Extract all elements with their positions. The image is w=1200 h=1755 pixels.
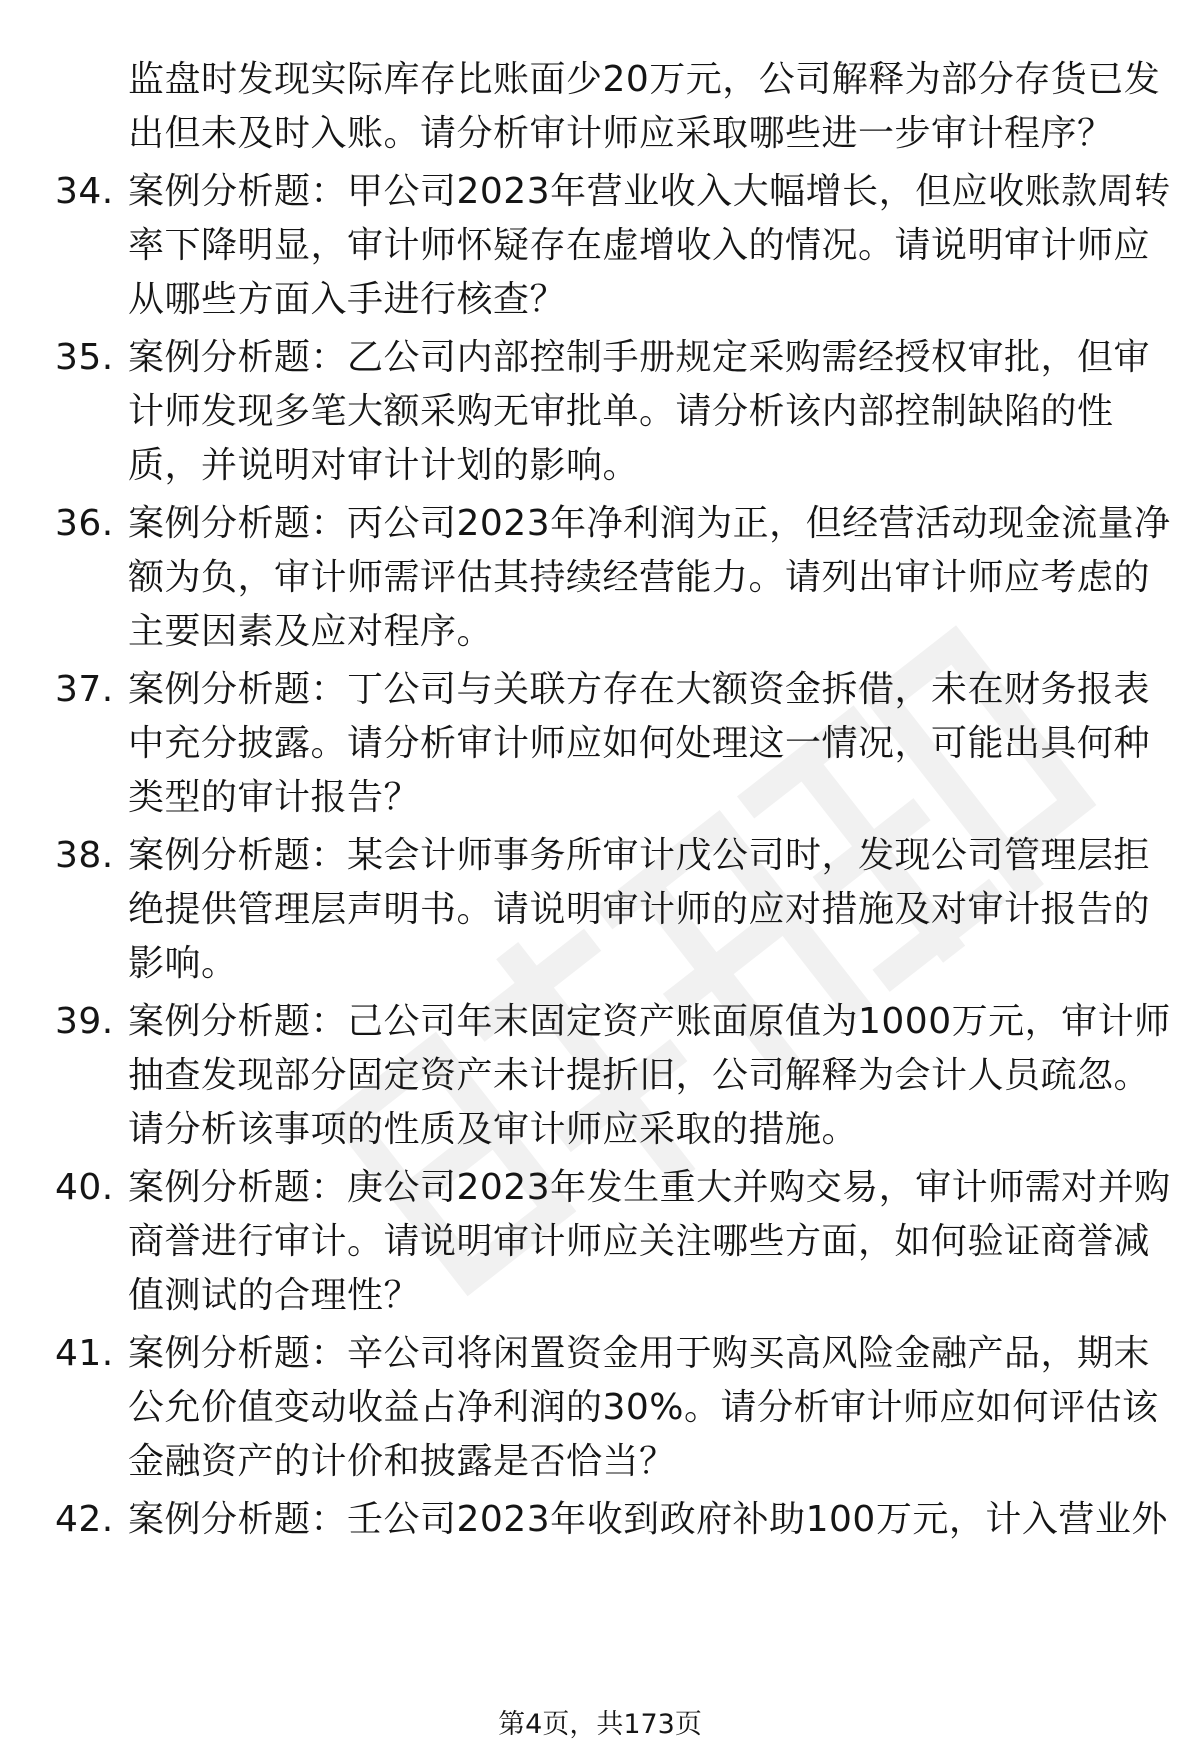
question-text <box>128 829 1151 991</box>
question-number: 42. <box>55 1499 114 1540</box>
question-text <box>128 165 1171 327</box>
text-line: 主要因素及应对程序。 <box>128 611 494 652</box>
text-line: 从哪些方面入手进行核查？ <box>128 279 567 320</box>
question-text <box>128 497 1171 659</box>
text-line: 计师发现多笔大额采购无审批单。请分析该内部控制缺陷的性 <box>128 391 1114 432</box>
question-text <box>128 331 1151 493</box>
question-number: 34. <box>55 171 114 212</box>
question-number: 37. <box>55 669 114 710</box>
text-line: 请分析该事项的性质及审计师应采取的措施。 <box>128 1109 859 1150</box>
text-line: 监盘时发现实际库存比账面少20万元，公司解释为部分存货已发 <box>128 59 1161 100</box>
text-line: 值测试的合理性？ <box>128 1275 421 1316</box>
question-text <box>128 663 1151 825</box>
question-number: 40. <box>55 1167 114 1208</box>
text-line: 中充分披露。请分析审计师应如何处理这一情况，可能出具何种 <box>128 723 1151 764</box>
text-line: 案例分析题：己公司年末固定资产账面原值为1000万元，审计师 <box>128 1001 1171 1042</box>
text-line: 率下降明显，审计师怀疑存在虚增收入的情况。请说明审计师应 <box>128 225 1151 266</box>
text-line: 商誉进行审计。请说明审计师应关注哪些方面，如何验证商誉减 <box>128 1221 1151 1262</box>
intro-text <box>128 53 1161 161</box>
question-number: 38. <box>55 835 114 876</box>
question-text <box>128 995 1171 1157</box>
text-line: 类型的审计报告？ <box>128 777 421 818</box>
question-number: 35. <box>55 337 114 378</box>
text-line: 案例分析题：丙公司2023年净利润为正，但经营活动现金流量净 <box>128 503 1171 544</box>
question-text <box>128 1327 1159 1489</box>
text-line: 案例分析题：丁公司与关联方存在大额资金拆借，未在财务报表 <box>128 669 1151 710</box>
text-line: 抽查发现部分固定资产未计提折旧，公司解释为会计人员疏忽。 <box>128 1055 1151 1096</box>
text-line: 金融资产的计价和披露是否恰当？ <box>128 1441 676 1482</box>
text-line: 案例分析题：乙公司内部控制手册规定采购需经授权审批，但审 <box>128 337 1151 378</box>
text-line: 案例分析题：某会计师事务所审计戊公司时，发现公司管理层拒 <box>128 835 1151 876</box>
text-line: 案例分析题：壬公司2023年收到政府补助100万元，计入营业外 <box>128 1499 1168 1540</box>
question-text <box>128 1161 1171 1323</box>
page-footer: 第4页，共173页 <box>498 1709 702 1740</box>
text-line: 公允价值变动收益占净利润的30%。请分析审计师应如何评估该 <box>128 1387 1159 1428</box>
text-line: 绝提供管理层声明书。请说明审计师的应对措施及对审计报告的 <box>128 889 1151 930</box>
text-line: 出但未及时入账。请分析审计师应采取哪些进一步审计程序？ <box>128 113 1114 154</box>
question-text <box>128 1493 1168 1547</box>
question-number: 39. <box>55 1001 114 1042</box>
text-line: 案例分析题：庚公司2023年发生重大并购交易，审计师需对并购 <box>128 1167 1171 1208</box>
question-number: 36. <box>55 503 114 544</box>
text-line: 质，并说明对审计计划的影响。 <box>128 445 640 486</box>
text-line: 案例分析题：甲公司2023年营业收入大幅增长，但应收账款周转 <box>128 171 1171 212</box>
text-line: 额为负，审计师需评估其持续经营能力。请列出审计师应考虑的 <box>128 557 1151 598</box>
text-line: 案例分析题：辛公司将闲置资金用于购买高风险金融产品，期末 <box>128 1333 1151 1374</box>
text-line: 影响。 <box>128 943 238 984</box>
question-number: 41. <box>55 1333 114 1374</box>
